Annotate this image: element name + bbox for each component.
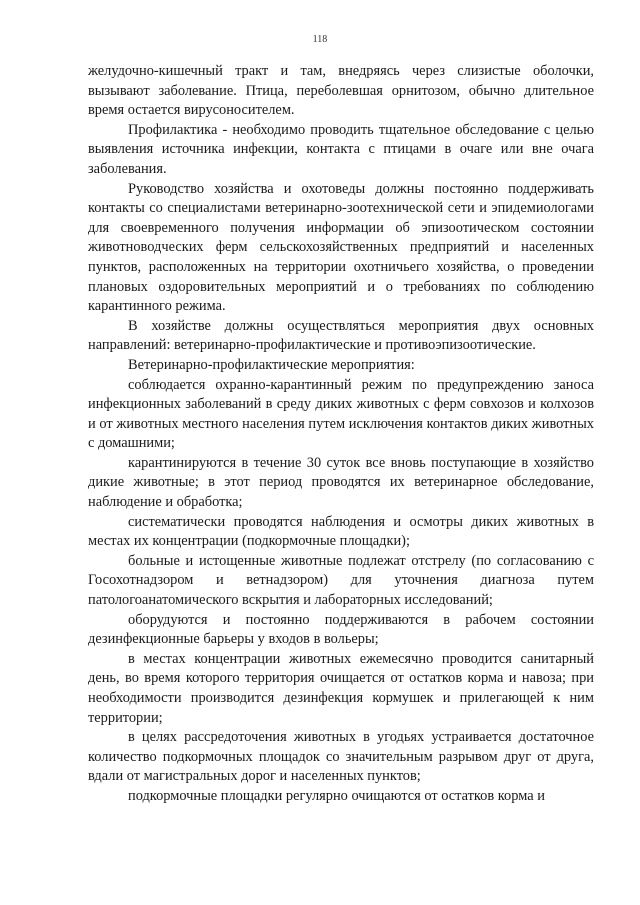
list-item: подкормочные площадки регулярно очищаются от остатков корма и [128, 787, 545, 804]
list-item: карантинируются в течение 30 суток все вновь поступающие в хозяйство дикие животные; в этот период проводятся их ветеринарное обследование, наблюдение и обработка; [88, 454, 594, 511]
paragraph: желудочно-кишечный тракт и там, внедряясь через слизистые оболочки, вызывают заболевание. Птица, переболевшая орнитозом, обычно длительное время остается вирусоносителем. [88, 63, 594, 119]
list-item: оборудуются и постоянно поддерживаются в рабочем состоянии дезинфекционные барьеры у входов в вольеры; [88, 611, 594, 648]
page-number: 118 [312, 34, 328, 45]
paragraph: Руководство хозяйства и охотоведы должны постоянно поддерживать контакты со специалистами ветеринарно-зоотехнической сети и эпидемиологами для своевременного получения информации об эпизоотическом состоянии животноводческих ферм сельскохозяйственных предприятий и населенных пунктов, расположенных на территории охотничьего хозяйства, о проведении плановых оздоровительных мероприятий и о требованиях по соблюдению карантинного режима. [88, 180, 594, 315]
list-item: больные и истощенные животные подлежат отстрелу (по согласованию с Госохотнадзором и ветнадзором) для уточнения диагноза путем патологоанатомического вскрытия и лабораторных исследований; [88, 552, 594, 609]
list-item: соблюдается охранно-карантинный режим по предупреждению заноса инфекционных заболеваний в среду диких животных с ферм совхозов и колхозов и от животных местного населения путем исключения контактов диких животных с домашними; [88, 376, 594, 452]
body-text [88, 62, 594, 807]
paragraph: В хозяйстве должны осуществляться мероприятия двух основных направлений: ветеринарно-профилактические и противоэпизоотические. [88, 317, 594, 354]
paragraph: Ветеринарно-профилактические мероприятия: [128, 356, 415, 373]
list-item: систематически проводятся наблюдения и осмотры диких животных в местах их концентрации (подкормочные площадки); [88, 513, 594, 550]
paragraph: Профилактика - необходимо проводить тщательное обследование с целью выявления источника инфекции, контакта с птицами в очаге или вне очага заболевания. [88, 121, 594, 177]
list-item: в целях рассредоточения животных в угодьях устраивается достаточное количество подкормочных площадок со значительным разрывом друг от друга, вдали от магистральных дорог и населенных пунктов; [88, 729, 594, 785]
list-item: в местах концентрации животных ежемесячно проводится санитарный день, во время которого территория очищается от остатков корма и навоза; при необходимости производится дезинфекция кормушек и прилегающей к ним территории; [88, 650, 594, 726]
